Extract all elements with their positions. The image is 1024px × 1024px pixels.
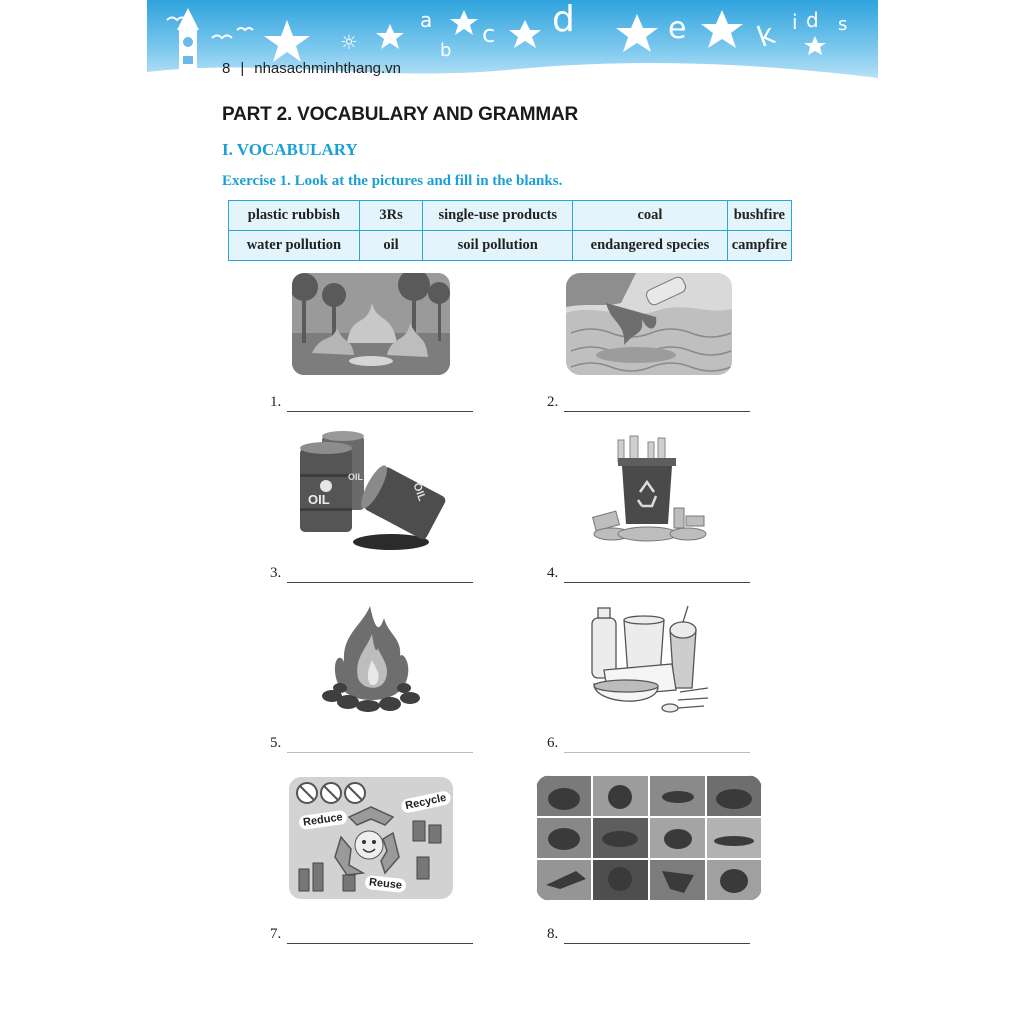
- word-box-cell: campfire: [727, 231, 791, 261]
- blank-number: 1.: [270, 394, 282, 410]
- exercise-title: Exercise 1. Look at the pictures and fill in the blanks.: [222, 173, 563, 189]
- answer-blank-6[interactable]: [547, 735, 563, 753]
- oil-drum-label: OIL: [348, 472, 363, 482]
- header-deco-letter: d: [806, 8, 819, 32]
- oil-drum-tipped: [357, 462, 446, 541]
- oil-drum-label: OIL: [410, 481, 428, 503]
- blank-number: 6.: [547, 735, 559, 751]
- header-deco-letter: s: [838, 14, 848, 35]
- header-deco-letter: i: [792, 10, 798, 34]
- clock-tower-icon: [177, 8, 199, 84]
- endangered-species-picture: [536, 775, 762, 901]
- blank-number: 4.: [547, 565, 559, 581]
- word-box-cell: plastic rubbish: [229, 201, 360, 231]
- single-use-products-picture: [584, 604, 712, 716]
- reduce-label: Reduce: [298, 810, 347, 831]
- blank-number: 7.: [270, 926, 282, 942]
- oil-drum-front: [300, 442, 352, 532]
- word-box-cell: 3Rs: [359, 201, 423, 231]
- word-box-cell: coal: [573, 201, 728, 231]
- bushfire-picture: [292, 273, 450, 375]
- answer-blank-4[interactable]: [547, 565, 563, 583]
- header-deco-letter: c: [482, 20, 496, 48]
- word-box-cell: endangered species: [573, 231, 728, 261]
- word-box-cell: soil pollution: [423, 231, 573, 261]
- answer-blank-1[interactable]: [270, 394, 286, 412]
- section-title: I. VOCABULARY: [222, 140, 358, 159]
- header-deco-letter: a: [420, 8, 433, 32]
- no-symbol-icons: [297, 783, 365, 803]
- part-title: PART 2. VOCABULARY AND GRAMMAR: [222, 104, 579, 125]
- header-deco-letter: k: [752, 17, 780, 54]
- recycle-label: Recycle: [400, 790, 451, 814]
- blank-number: 2.: [547, 394, 559, 410]
- website-link[interactable]: nhasachminhthang.vn: [254, 60, 402, 77]
- word-box-row: [229, 201, 792, 231]
- campfire-picture: [322, 604, 422, 714]
- answer-blank-2[interactable]: [547, 394, 563, 412]
- page-number: 8: [222, 60, 231, 77]
- word-box-cell: single-use products: [423, 201, 573, 231]
- answer-blank-7[interactable]: [270, 926, 286, 944]
- water-pollution-picture: [566, 273, 732, 375]
- answer-blank-3[interactable]: [270, 565, 286, 583]
- word-box-table: [228, 200, 792, 261]
- blank-number: 5.: [270, 735, 282, 751]
- page-header-line: [222, 60, 401, 77]
- word-box-row: [229, 231, 792, 261]
- reuse-label: Reuse: [364, 875, 406, 893]
- blank-number: 3.: [270, 565, 282, 581]
- header-separator: |: [240, 60, 245, 77]
- answer-blank-5[interactable]: [270, 735, 286, 753]
- answer-blank-8[interactable]: [547, 926, 563, 944]
- oil-barrels-picture: [296, 430, 446, 552]
- word-box-cell: oil: [359, 231, 423, 261]
- header-deco-letter: b: [440, 40, 452, 61]
- header-deco-letter: e: [668, 11, 687, 46]
- blank-number: 8.: [547, 926, 559, 942]
- header-deco-letter: d: [552, 0, 575, 40]
- word-box-cell: water pollution: [229, 231, 360, 261]
- oil-drum-label: OIL: [308, 492, 330, 507]
- header-letter-a-sticker: ☼: [340, 30, 358, 54]
- plastic-rubbish-picture: [588, 434, 712, 544]
- word-box-cell: bushfire: [727, 201, 791, 231]
- three-rs-picture: [289, 777, 453, 899]
